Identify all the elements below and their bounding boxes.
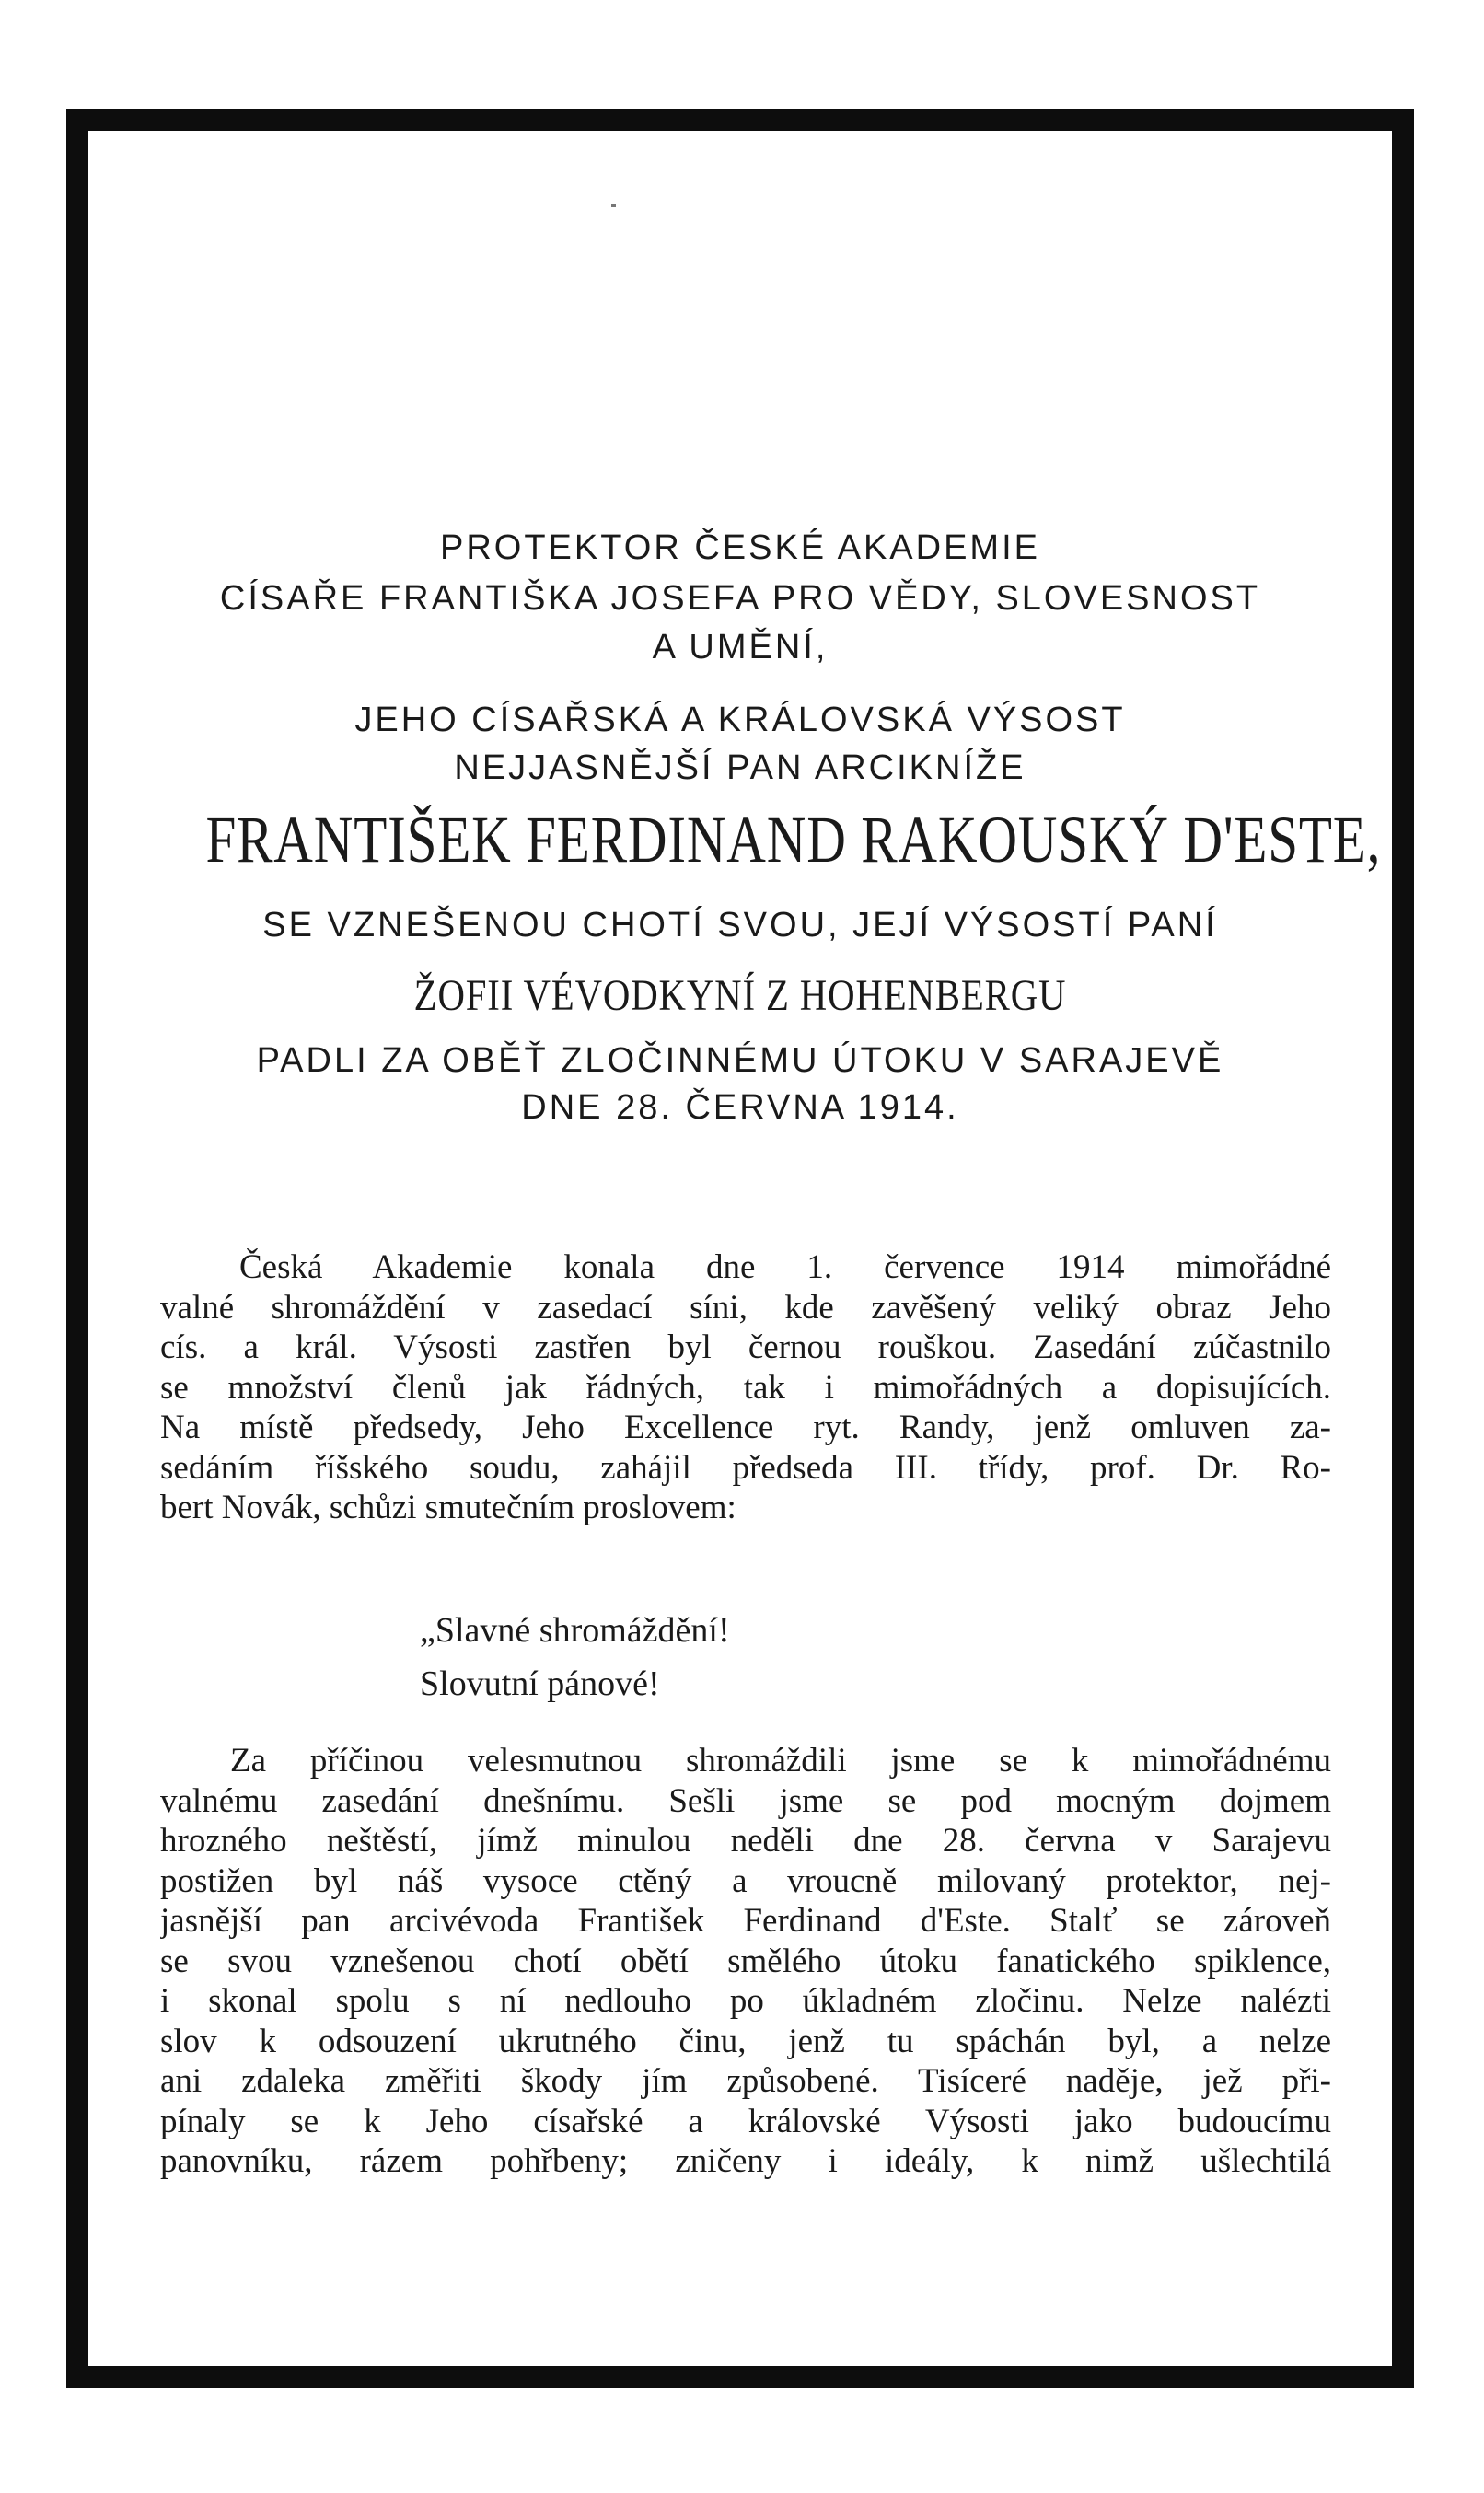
- header-fell-victim: PADLI ZA OBĚŤ ZLOČINNÉMU ÚTOKU V SARAJEVĚ: [256, 1041, 1224, 1080]
- header-academy-name: CÍSAŘE FRANTIŠKA JOSEFA PRO VĚDY, SLOVESNOST: [219, 579, 1261, 618]
- header-academy-name-end: A UMĚNÍ,: [652, 628, 829, 667]
- paragraph-meeting-report: [160, 1247, 1331, 1528]
- text-line: Na místě předsedy, Jeho Excellence ryt. Randy, jenž omluven za-: [160, 1409, 1331, 1446]
- greeting-gentlemen: Slovutní pánové!: [420, 1664, 660, 1703]
- header-consort-intro: SE VZNEŠENOU CHOTÍ SVOU, JEJÍ VÝSOSTÍ PANÍ: [262, 906, 1218, 945]
- archduke-name: FRANTIŠEK FERDINAND RAKOUSKÝ D'ESTE,: [205, 803, 1382, 876]
- header-archduke: NEJJASNĚJŠÍ PAN ARCIKNÍŽE: [454, 748, 1026, 787]
- heading-line-10: [88, 1090, 1392, 1125]
- text-line: bert Novák, schůzi smutečním proslovem:: [160, 1489, 736, 1526]
- text-line: Česká Akademie konala dne 1. července 1914 mimořádné: [239, 1248, 1331, 1286]
- paragraph-speech: [160, 1741, 1331, 2182]
- heading-line-9: [88, 1043, 1392, 1078]
- print-speck: [611, 204, 616, 207]
- heading-line-1: [88, 530, 1392, 565]
- text-line: cís. a král. Výsosti zastřen byl černou rouškou. Zasedání zúčastnilo: [160, 1328, 1331, 1366]
- text-line: postižen byl náš vysoce ctěný a vroucně milovaný protektor, nej-: [160, 1861, 1331, 1900]
- text-line: slov k odsouzení ukrutného činu, jenž tu spáchán byl, a nelze: [160, 2022, 1331, 2060]
- heading-line-3: [88, 630, 1392, 665]
- header-title: JEHO CÍSAŘSKÁ A KRÁLOVSKÁ VÝSOST: [354, 701, 1126, 739]
- heading-name-row: [88, 803, 1392, 876]
- text-line: Za příčinou velesmutnou shromáždili jsme se k mimořádnému: [230, 1742, 1331, 1780]
- text-line: se množství členů jak řádných, tak i mimořádných a dopisujících.: [160, 1368, 1331, 1407]
- greeting-assembly: „Slavné shromáždění!: [420, 1611, 730, 1650]
- text-line: jasnější pan arcivévoda František Ferdinand d'Este. Stalť se zároveň: [160, 1902, 1331, 1940]
- heading-line-2: [88, 581, 1392, 616]
- text-line: i skonal spolu s ní nedlouho po úkladném zločinu. Nelze nalézti: [160, 1982, 1331, 2020]
- heading-consort-row: [88, 971, 1392, 1020]
- consort-name: ŽOFII VÉVODKYNÍ Z HOHENBERGU: [413, 971, 1067, 1020]
- text-line: se svou vznešenou chotí obětí smělého útoku fanatického spiklence,: [160, 1942, 1331, 1980]
- text-line: pínaly se k Jeho císařské a královské Výsosti jako budoucímu: [160, 2102, 1331, 2140]
- text-line: sedáním říšského soudu, zahájil předseda III. třídy, prof. Dr. Ro-: [160, 1448, 1331, 1487]
- text-line: valné shromáždění v zasedací síni, kde zavěšený veliký obraz Jeho: [160, 1288, 1331, 1327]
- heading-line-4: [88, 702, 1392, 737]
- heading-line-5: [88, 750, 1392, 785]
- heading-line-7: [88, 908, 1392, 943]
- text-line: panovníku, rázem pohřbeny; zničeny i ideály, k nimž ušlechtilá: [160, 2142, 1331, 2180]
- text-line: hrozného neštěstí, jímž minulou neděli dne 28. června v Sarajevu: [160, 1822, 1331, 1860]
- header-protector: PROTEKTOR ČESKÉ AKADEMIE: [439, 528, 1040, 567]
- text-line: valnému zasedání dnešnímu. Sešli jsme se pod mocným dojmem: [160, 1781, 1331, 1820]
- text-line: ani zdaleka změřiti škody jím způsobené. Tisíceré naděje, jež při-: [160, 2062, 1331, 2100]
- header-date: DNE 28. ČERVNA 1914.: [521, 1088, 959, 1127]
